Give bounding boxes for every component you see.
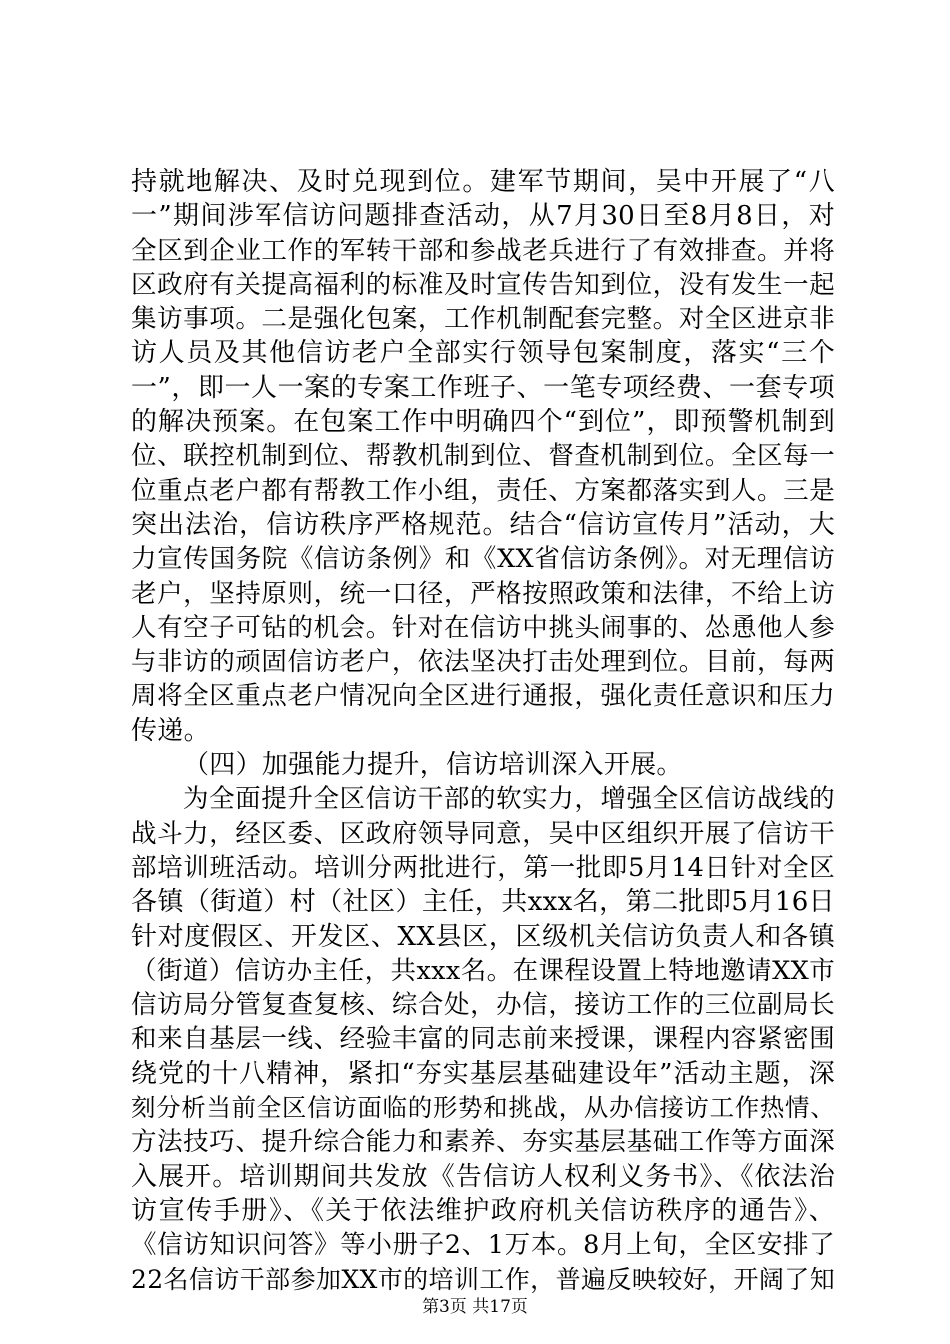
text-line: 位、联控机制到位、帮教机制到位、督查机制到位。全区每一 [131, 441, 835, 472]
text-line: 传递。 [131, 715, 210, 746]
text-line: 战斗力，经区委、区政府领导同意，吴中区组织开展了信访干 [131, 818, 835, 849]
text-line: 与非访的顽固信访老户，依法坚决打击处理到位。目前，每两 [131, 647, 835, 678]
text-line: 22名信访干部参加XX市的培训工作，普遍反映较好，开阔了知 [131, 1264, 835, 1294]
text-line: 一”期间涉军信访问题排查活动，从7月30日至8月8日，对 [131, 201, 835, 232]
text-line: 突出法治，信访秩序严格规范。结合“信访宣传月”活动，大 [131, 509, 835, 540]
text-line: 区政府有关提高福利的标准及时宣传告知到位，没有发生一起 [131, 269, 835, 300]
text-line: 刻分析当前全区信访面临的形势和挑战，从办信接访工作热情、 [131, 1093, 835, 1123]
document-body [131, 165, 835, 1297]
page-number: 第3页 共17页 [422, 1297, 528, 1317]
text-line: 为全面提升全区信访干部的软实力，增强全区信访战线的 [183, 784, 835, 815]
text-line: 针对度假区、开发区、XX县区，区级机关信访负责人和各镇 [131, 921, 835, 952]
text-line: 访宣传手册》、《关于依法维护政府机关信访秩序的通告》、 [131, 1195, 835, 1226]
text-line: 方法技巧、提升综合能力和素养、夯实基层基础工作等方面深 [131, 1127, 835, 1158]
text-line: 访人员及其他信访老户全部实行领导包案制度，落实“三个 [131, 338, 835, 369]
text-line: 和来自基层一线、经验丰富的同志前来授课，课程内容紧密围 [131, 1024, 835, 1055]
text-line: 老户，坚持原则，统一口径，严格按照政策和法律，不给上访 [131, 578, 835, 609]
section-heading: （四）加强能力提升，信访培训深入开展。 [183, 750, 683, 781]
text-line: 全区到企业工作的军转干部和参战老兵进行了有效排查。并将 [131, 235, 835, 266]
text-line: 《信访知识问答》等小册子2、1万本。8月上旬，全区安排了 [131, 1230, 835, 1261]
text-line: 力宣传国务院《信访条例》和《XX省信访条例》。对无理信访 [131, 544, 835, 575]
text-line: 绕党的十八精神，紧扣“夯实基层基础建设年”活动主题，深 [131, 1058, 835, 1089]
text-line: 集访事项。二是强化包案，工作机制配套完整。对全区进京非 [131, 304, 835, 335]
text-line: （街道）信访办主任，共xxx名。在课程设置上特地邀请XX市 [131, 955, 835, 986]
text-line: 各镇（街道）村（社区）主任，共xxx名，第二批即5月16日 [131, 887, 835, 918]
text-line: 持就地解决、及时兑现到位。建军节期间，吴中开展了“八 [131, 167, 835, 197]
text-line: 周将全区重点老户情况向全区进行通报，强化责任意识和压力 [131, 681, 835, 712]
text-line: 位重点老户都有帮教工作小组，责任、方案都落实到人。三是 [131, 475, 835, 506]
text-line: 部培训班活动。培训分两批进行，第一批即5月14日针对全区 [131, 852, 835, 883]
text-line: 一”，即一人一案的专案工作班子、一笔专项经费、一套专项 [131, 372, 835, 403]
text-line: 的解决预案。在包案工作中明确四个“到位”，即预警机制到 [131, 407, 835, 438]
text-line: 人有空子可钻的机会。针对在信访中挑头闹事的、怂恿他人参 [131, 612, 835, 643]
text-line: 信访局分管复查复核、综合处，办信，接访工作的三位副局长 [131, 990, 835, 1021]
text-line: 入展开。培训期间共发放《告信访人权利义务书》、《依法治 [131, 1161, 835, 1192]
